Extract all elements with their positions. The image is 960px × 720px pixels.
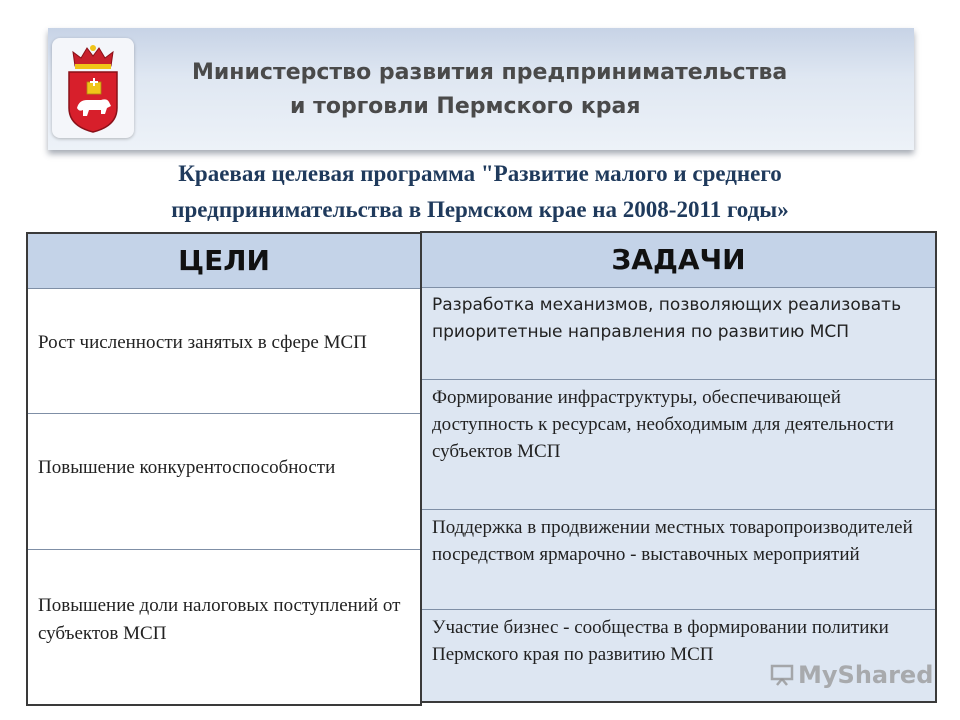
task-row bbox=[422, 509, 935, 609]
goals-panel bbox=[26, 232, 422, 706]
program-title-line1: Краевая целевая программа "Развитие малого и среднего bbox=[178, 161, 782, 186]
task-row bbox=[422, 379, 935, 509]
goal-text: Повышение конкурентоспособности bbox=[38, 457, 336, 478]
tasks-heading: ЗАДАЧИ bbox=[422, 233, 935, 288]
program-title bbox=[30, 156, 930, 228]
task-text: Участие бизнес - сообщества в формировании политики Пермского края по развитию МСП bbox=[432, 617, 889, 665]
presentation-icon bbox=[770, 663, 794, 685]
ministry-title-line1: Министерство развития предпринимательства bbox=[192, 60, 788, 85]
goals-heading: ЦЕЛИ bbox=[28, 234, 420, 289]
goal-row bbox=[28, 413, 420, 549]
goal-row bbox=[28, 288, 420, 413]
watermark-text: MyShared bbox=[798, 661, 934, 689]
ministry-title bbox=[160, 56, 900, 124]
goal-row bbox=[28, 549, 420, 704]
ministry-title-line2: и торговли Пермского края bbox=[290, 94, 641, 119]
program-title-line2: предпринимательства в Пермском крае на 2008-2011 годы» bbox=[171, 197, 789, 222]
coat-of-arms-icon bbox=[52, 38, 134, 138]
task-text: Поддержка в продвижении местных товаропроизводителей посредством ярмарочно - выставочных мероприятий bbox=[432, 517, 913, 565]
goal-text: Рост численности занятых в сфере МСП bbox=[38, 332, 367, 353]
task-text: Формирование инфраструктуры, обеспечивающей доступность к ресурсам, необходимым для деятельности субъектов МСП bbox=[432, 387, 894, 462]
watermark bbox=[770, 660, 933, 690]
task-text: Разработка механизмов, позволяющих реализовать приоритетные направления по развитию МСП bbox=[432, 295, 902, 342]
task-row bbox=[422, 287, 935, 379]
goal-text: Повышение доли налоговых поступлений от субъектов МСП bbox=[38, 595, 401, 644]
tasks-panel bbox=[420, 231, 937, 703]
